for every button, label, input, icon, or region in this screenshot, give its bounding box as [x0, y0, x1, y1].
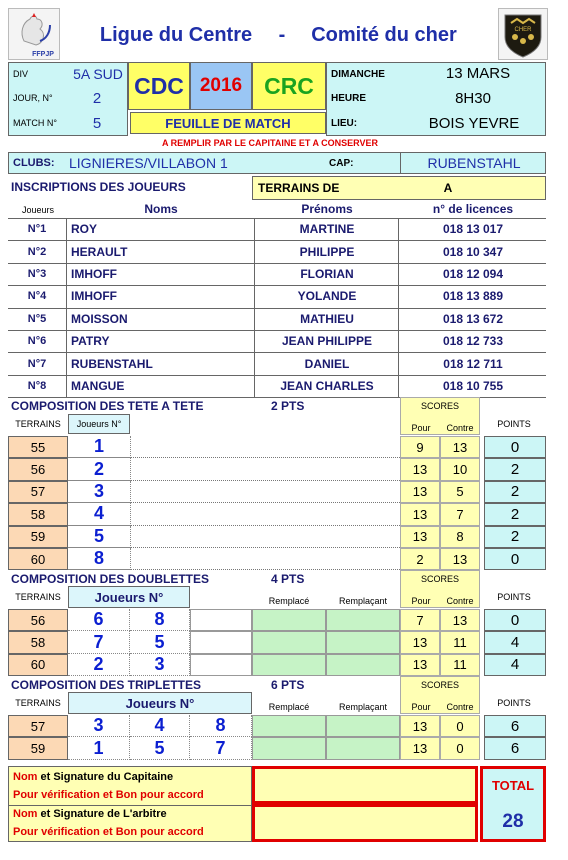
score-pour-cell[interactable]: 9	[400, 436, 440, 458]
terrain-cell: 57	[8, 481, 68, 503]
crc-label: CRC	[264, 72, 314, 99]
col-licences: n° de licences	[432, 202, 514, 216]
div-value: 5A SUD	[73, 66, 123, 82]
player-nom[interactable]: IMHOFF	[71, 266, 117, 281]
player-nom[interactable]: MANGUE	[71, 378, 125, 393]
score-contre-cell[interactable]: 11	[440, 654, 480, 676]
captain-signature-title	[10, 769, 250, 785]
triplettes-joueurs-label: Joueurs N°	[68, 692, 252, 714]
clubs-label: CLUBS:	[13, 157, 55, 169]
player-number: N°5	[27, 312, 47, 325]
player-licence[interactable]: 018 10 755	[442, 378, 504, 393]
remplace-cell[interactable]	[252, 715, 326, 737]
remplace-cell[interactable]	[252, 737, 326, 759]
player-number-cell[interactable]: 6	[68, 609, 130, 631]
col-noms: Noms	[144, 202, 178, 216]
terrain-cell: 58	[8, 503, 68, 525]
doublettes-pts: 4 PTS	[271, 571, 305, 586]
player-number: N°8	[27, 379, 47, 392]
triplettes-pour-label: Pour	[411, 702, 431, 712]
player-prenom[interactable]: JEAN CHARLES	[280, 378, 374, 393]
remplace-cell[interactable]	[252, 609, 326, 631]
header-title-separator: -	[278, 23, 286, 46]
lieu-label: LIEU:	[331, 117, 358, 129]
terrain-cell: 59	[8, 526, 68, 548]
referee-rest: et Signature de L'arbitre	[37, 808, 167, 820]
points-cell: 2	[484, 481, 546, 503]
player-number-cell[interactable]: 7	[190, 737, 252, 759]
triplettes-terrains-label: TERRAINS	[15, 698, 61, 708]
terrains-a-label: A	[443, 181, 453, 195]
captain-nom: Nom	[13, 771, 38, 783]
score-pour-cell[interactable]: 13	[400, 503, 440, 525]
score-pour-cell[interactable]: 13	[400, 526, 440, 548]
player-number-cell[interactable]: 7	[68, 631, 130, 653]
score-pour-cell[interactable]: 13	[400, 737, 440, 759]
year-label: 2016	[199, 75, 243, 96]
points-cell: 4	[484, 631, 546, 653]
extra-player-cell[interactable]	[190, 609, 252, 631]
terrain-cell: 56	[8, 458, 68, 480]
player-number-cell[interactable]: 8	[130, 609, 190, 631]
player-licence[interactable]: 018 10 347	[442, 244, 504, 259]
player-number: N°7	[27, 357, 47, 370]
score-contre-cell[interactable]: 11	[440, 631, 480, 653]
referee-signature-field[interactable]	[252, 804, 478, 842]
points-cell: 4	[484, 654, 546, 676]
player-nom[interactable]: MOISSON	[71, 311, 128, 326]
terrain-cell: 58	[8, 631, 68, 653]
doublettes-joueurs-label: Joueurs N°	[68, 586, 190, 608]
heure-value: 8H30	[455, 89, 491, 107]
remplacement-area[interactable]	[130, 548, 400, 570]
referee-verification: Pour vérification et Bon pour accord	[13, 826, 204, 838]
terrain-cell: 60	[8, 548, 68, 570]
tete-terrains-label: TERRAINS	[15, 419, 61, 429]
terrain-cell: 56	[8, 609, 68, 631]
ffpjp-logo-text: FFPJP	[32, 50, 54, 58]
player-prenom[interactable]: YOLANDE	[297, 289, 357, 304]
header-title-right: Comité du cher	[311, 23, 457, 46]
captain-signature-field[interactable]	[252, 766, 478, 804]
players-col-divider	[66, 218, 67, 397]
player-nom[interactable]: IMHOFF	[71, 289, 117, 304]
remplacant-cell[interactable]	[326, 737, 400, 759]
player-number-cell[interactable]: 3	[68, 715, 130, 737]
remplacement-area[interactable]	[130, 526, 400, 548]
tete-pts: 2 PTS	[271, 398, 305, 413]
player-prenom[interactable]: FLORIAN	[300, 266, 354, 281]
score-pour-cell[interactable]: 13	[400, 715, 440, 737]
heure-label: HEURE	[331, 92, 367, 104]
players-col-divider	[254, 218, 255, 397]
points-cell: 0	[484, 436, 546, 458]
score-contre-cell[interactable]: 8	[440, 526, 480, 548]
player-licence[interactable]: 018 12 733	[442, 334, 504, 349]
player-licence[interactable]: 018 13 889	[442, 289, 504, 304]
col-joueurs: Joueurs	[21, 205, 55, 215]
player-number-cell[interactable]: 1	[68, 737, 130, 759]
ffpjp-logo	[8, 8, 60, 60]
player-prenom[interactable]: MATHIEU	[300, 311, 354, 326]
tete-contre-label: Contre	[446, 423, 474, 433]
points-cell: 0	[484, 609, 546, 631]
player-nom[interactable]: RUBENSTAHL	[71, 356, 153, 371]
terrain-cell: 59	[8, 737, 68, 759]
tete-title: COMPOSITION DES TETE A TETE	[11, 398, 204, 413]
remplacant-cell[interactable]	[326, 654, 400, 676]
terrain-cell: 60	[8, 654, 68, 676]
triplettes-remplace-label: Remplacé	[268, 702, 310, 712]
doublettes-title: COMPOSITION DES DOUBLETTES	[11, 571, 210, 586]
triplettes-points-label: POINTS	[497, 698, 531, 708]
terrain-cell: 55	[8, 436, 68, 458]
player-number-cell[interactable]: 4	[68, 503, 130, 525]
points-cell: 2	[484, 503, 546, 525]
total-value: 28	[502, 811, 524, 832]
rooster-icon	[10, 11, 60, 51]
jour-label: JOUR, N°	[13, 93, 53, 103]
score-pour-cell[interactable]: 13	[400, 481, 440, 503]
player-nom[interactable]: HERAULT	[71, 244, 128, 259]
score-contre-cell[interactable]: 10	[440, 458, 480, 480]
cap-value: RUBENSTAHL	[427, 155, 521, 171]
remplacant-cell[interactable]	[326, 715, 400, 737]
player-number-cell[interactable]: 2	[68, 458, 130, 480]
player-licence[interactable]: 018 13 017	[442, 222, 504, 237]
notice-text: A REMPLIR PAR LE CAPITAINE ET A CONSERVER	[161, 138, 379, 148]
player-number: N°1	[27, 223, 47, 236]
triplettes-scores-label: SCORES	[420, 680, 459, 690]
points-cell: 2	[484, 458, 546, 480]
player-number-cell[interactable]: 3	[130, 654, 190, 676]
clubs-value: LIGNIERES/VILLABON 1	[69, 155, 228, 171]
player-number-cell[interactable]: 5	[130, 737, 190, 759]
player-number-cell[interactable]: 4	[130, 715, 190, 737]
players-col-divider	[398, 218, 399, 397]
player-number: N°2	[27, 245, 47, 258]
tete-points-label: POINTS	[497, 419, 531, 429]
player-number: N°3	[27, 267, 47, 280]
score-contre-cell[interactable]: 13	[440, 436, 480, 458]
inscriptions-title: INSCRIPTIONS DES JOUEURS	[11, 180, 186, 194]
triplettes-remplacant-label: Remplaçant	[338, 702, 388, 712]
doublettes-points-label: POINTS	[497, 592, 531, 602]
col-prenoms: Prénoms	[301, 202, 353, 216]
crest-logo-text: CHER	[514, 27, 532, 33]
player-licence[interactable]: 018 13 672	[442, 311, 504, 326]
remplacement-area[interactable]	[130, 503, 400, 525]
shield-icon	[499, 9, 547, 59]
remplacant-cell[interactable]	[326, 631, 400, 653]
total-label: TOTAL	[491, 777, 535, 793]
div-label: DIV	[13, 69, 29, 79]
score-pour-cell[interactable]: 13	[400, 654, 440, 676]
lieu-value: BOIS YEVRE	[428, 114, 520, 132]
jour-value: 2	[92, 89, 102, 107]
score-pour-cell[interactable]: 7	[400, 609, 440, 631]
terrains-de-label: TERRAINS DE	[258, 181, 340, 195]
remplacement-area[interactable]	[130, 481, 400, 503]
cdc-label: CDC	[134, 72, 184, 99]
player-number-cell[interactable]: 3	[68, 481, 130, 503]
score-contre-cell[interactable]: 0	[440, 737, 480, 759]
points-cell: 2	[484, 526, 546, 548]
score-pour-cell[interactable]: 13	[400, 631, 440, 653]
player-number-cell[interactable]: 8	[190, 715, 252, 737]
doublettes-remplacant-label: Remplaçant	[338, 596, 388, 606]
player-licence[interactable]: 018 12 094	[442, 266, 504, 281]
captain-rest: et Signature du Capitaine	[37, 771, 174, 783]
player-nom[interactable]: ROY	[71, 222, 98, 237]
score-contre-cell[interactable]: 13	[440, 609, 480, 631]
player-prenom[interactable]: JEAN PHILIPPE	[281, 334, 373, 349]
captain-verification: Pour vérification et Bon pour accord	[13, 789, 204, 801]
points-cell: 0	[484, 548, 546, 570]
feuille-de-match: FEUILLE DE MATCH	[130, 112, 326, 134]
triplettes-contre-label: Contre	[446, 702, 474, 712]
player-prenom[interactable]: DANIEL	[304, 356, 350, 371]
referee-nom: Nom	[13, 808, 38, 820]
cap-label: CAP:	[329, 157, 354, 169]
player-number: N°4	[27, 290, 47, 303]
player-nom[interactable]: PATRY	[71, 334, 110, 349]
match-label: MATCH N°	[13, 118, 57, 128]
day-label: DIMANCHE	[331, 68, 385, 80]
tete-scores-label: SCORES	[420, 401, 459, 411]
doublettes-remplace-label: Remplacé	[268, 596, 310, 606]
player-prenom[interactable]: MARTINE	[299, 222, 355, 237]
tete-joueurs-label: Joueurs N°	[68, 414, 130, 434]
terrain-cell: 57	[8, 715, 68, 737]
player-number-cell[interactable]: 2	[68, 654, 130, 676]
remplace-cell[interactable]	[252, 654, 326, 676]
doublettes-pour-label: Pour	[411, 596, 431, 606]
player-number-cell[interactable]: 8	[68, 548, 130, 570]
extra-player-cell[interactable]	[190, 654, 252, 676]
score-contre-cell[interactable]: 7	[440, 503, 480, 525]
points-cell: 6	[484, 715, 546, 737]
remplacant-cell[interactable]	[326, 609, 400, 631]
score-contre-cell[interactable]: 0	[440, 715, 480, 737]
doublettes-terrains-label: TERRAINS	[15, 592, 61, 602]
remplacement-area[interactable]	[130, 458, 400, 480]
remplace-cell[interactable]	[252, 631, 326, 653]
remplacement-area[interactable]	[130, 436, 400, 458]
cher-crest-logo	[498, 8, 548, 60]
triplettes-title: COMPOSITION DES TRIPLETTES	[11, 677, 202, 692]
player-prenom[interactable]: PHILIPPE	[299, 244, 355, 259]
player-licence[interactable]: 018 12 711	[443, 356, 503, 371]
header-title-left: Ligue du Centre	[99, 23, 253, 46]
extra-player-cell[interactable]	[190, 631, 252, 653]
player-number-cell[interactable]: 1	[68, 436, 130, 458]
cap-divider	[400, 152, 401, 174]
player-number-cell[interactable]: 5	[68, 526, 130, 548]
points-cell: 6	[484, 737, 546, 759]
score-pour-cell[interactable]: 13	[400, 458, 440, 480]
date-value: 13 MARS	[445, 64, 511, 82]
doublettes-scores-label: SCORES	[420, 574, 459, 584]
player-number-cell[interactable]: 5	[130, 631, 190, 653]
score-contre-cell[interactable]: 5	[440, 481, 480, 503]
score-pour-cell[interactable]: 2	[400, 548, 440, 570]
triplettes-pts: 6 PTS	[271, 677, 305, 692]
score-contre-cell[interactable]: 13	[440, 548, 480, 570]
tete-pour-label: Pour	[411, 423, 431, 433]
referee-signature-title	[10, 806, 250, 822]
match-value: 5	[92, 114, 102, 132]
doublettes-contre-label: Contre	[446, 596, 474, 606]
player-number: N°6	[27, 335, 47, 348]
